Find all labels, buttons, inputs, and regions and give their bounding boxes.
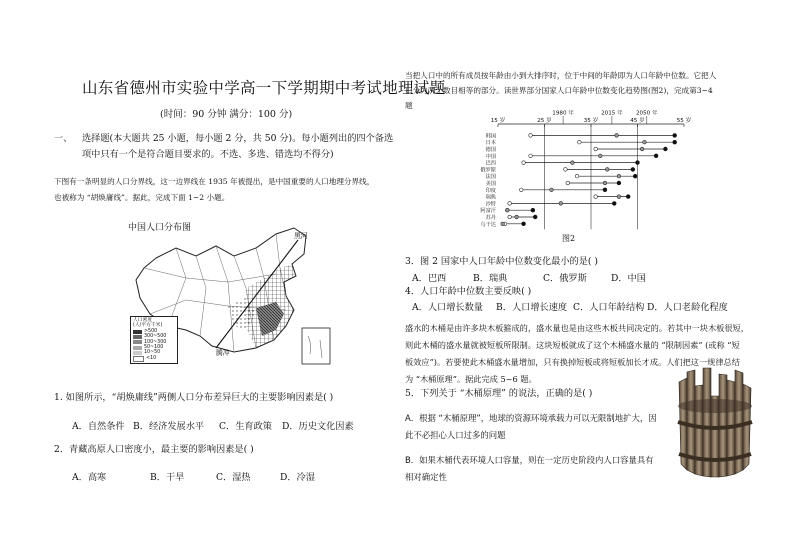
china-population-map bbox=[116, 218, 336, 368]
point-2015 bbox=[640, 147, 644, 151]
point-2015 bbox=[599, 154, 603, 158]
point-1980 bbox=[594, 195, 598, 199]
country-label: 瑞典 bbox=[485, 194, 496, 201]
legend-unit: (人/平方千米) bbox=[133, 323, 163, 329]
q4-option-a[interactable]: A．人口增长数量 bbox=[412, 302, 483, 313]
map-legend bbox=[130, 316, 178, 364]
map-label-heihe: 黑河 bbox=[294, 232, 308, 240]
x-tick-label: 45 岁 bbox=[630, 118, 645, 124]
point-1980 bbox=[508, 202, 512, 206]
point-1980 bbox=[578, 140, 582, 144]
q3-option-b[interactable]: B．瑞典 bbox=[473, 273, 508, 284]
country-label: 巴西 bbox=[485, 160, 496, 167]
q2-option-c[interactable]: C．湿热 bbox=[216, 472, 251, 483]
point-2015 bbox=[515, 215, 519, 219]
question-4: 4．人口年龄中位数主要反映( ) bbox=[405, 286, 532, 297]
section-instruction-line1: 选择题(本大题共 25 小题，每小题 2 分，共 50 分)。每小题列出的四个备选 bbox=[82, 133, 394, 144]
point-2050 bbox=[636, 161, 640, 165]
barrel-para-line3: 板效应”)。若要使此木桶盛水量增加，只有换掉短板或将短板加长才成。人们把这一规律总结 bbox=[405, 357, 740, 367]
point-2015 bbox=[506, 208, 510, 212]
country-label: 韩国 bbox=[485, 133, 496, 140]
point-2015 bbox=[617, 174, 621, 178]
point-2015 bbox=[559, 202, 563, 206]
point-2015 bbox=[501, 222, 505, 226]
point-2050 bbox=[654, 154, 658, 158]
point-2050 bbox=[603, 188, 607, 192]
figure-caption: 图2 bbox=[562, 234, 576, 243]
point-1980 bbox=[575, 174, 579, 178]
country-label: 乌干达 bbox=[480, 221, 496, 228]
q5-option-a-line1[interactable]: A．根据 “木桶原理”，地球的资源环境承载力可以无限制地扩大，因 bbox=[405, 413, 657, 423]
q5-option-a-line2[interactable]: 此不必担心人口过多的问题 bbox=[405, 430, 506, 440]
point-1980 bbox=[522, 161, 526, 165]
legend-item: 10~50 bbox=[133, 350, 175, 355]
q1-option-c[interactable]: C．生育政策 bbox=[219, 421, 272, 432]
question-3: 3．图 2 国家中人口年龄中位数变化最小的是( ) bbox=[405, 256, 598, 267]
point-2015 bbox=[615, 134, 619, 138]
map-label-tengchong: 腾冲 bbox=[216, 349, 230, 357]
q1-option-d[interactable]: D．历史文化因素 bbox=[282, 421, 354, 432]
barrel-para-line2: 则此木桶的盛水量就被短板所限制。这块短板就成了这个木桶盛水量的 “限制因素” (或称 “短 bbox=[405, 340, 740, 350]
point-1980 bbox=[529, 154, 533, 158]
age-median-chart bbox=[470, 110, 700, 232]
q4-option-b[interactable]: B．人口增长速度 bbox=[496, 302, 568, 313]
country-label: 苏丹 bbox=[485, 215, 496, 221]
point-2015 bbox=[643, 140, 647, 144]
q2-option-a[interactable]: A．高寒 bbox=[72, 472, 107, 483]
legend-item: >500 bbox=[133, 329, 175, 334]
barrel-para-line4: 为 “木桶原理”。据此完成 5~6 题。 bbox=[405, 374, 537, 384]
section-number: 一、 bbox=[54, 133, 73, 144]
country-label: 美国 bbox=[485, 181, 496, 187]
point-2015 bbox=[571, 161, 575, 165]
q5-option-b-line2[interactable]: 相对确定性 bbox=[405, 472, 447, 482]
point-2050 bbox=[631, 168, 635, 172]
point-2050 bbox=[673, 140, 677, 144]
point-2050 bbox=[533, 215, 537, 219]
intro-right-line2: 口分为两个数目相等的部分。读世界部分国家人口年龄中位数变化趋势图(图2)，完成第3~4 bbox=[405, 86, 713, 95]
point-2015 bbox=[605, 168, 609, 172]
point-1980 bbox=[529, 134, 533, 138]
q3-option-d[interactable]: D．中国 bbox=[611, 273, 646, 284]
legend-item: 50~100 bbox=[133, 345, 175, 350]
q3-option-a[interactable]: A．巴西 bbox=[412, 273, 447, 284]
country-label: 中国 bbox=[485, 153, 496, 160]
point-2050 bbox=[522, 222, 526, 226]
section-instruction-line2: 项中只有一个是符合题目要求的。不选、多选、错选均不得分) bbox=[82, 149, 334, 160]
year-label: 2050 年 bbox=[635, 110, 658, 117]
x-tick-label: 15 岁 bbox=[490, 118, 506, 124]
q1-option-b[interactable]: B．经济发展水平 bbox=[133, 421, 205, 432]
year-label: 1980 年 bbox=[552, 110, 574, 117]
point-1980 bbox=[564, 168, 568, 172]
barrel-para-line1: 盛水的木桶是由许多块木板箍成的，盛水量也是由这些木板共同决定的。若其中一块木板很短， bbox=[405, 323, 749, 333]
point-2015 bbox=[617, 195, 621, 199]
map-title: 中国人口分布图 bbox=[128, 223, 192, 233]
q1-option-a[interactable]: A．自然条件 bbox=[72, 421, 125, 432]
q3-option-c[interactable]: C．俄罗斯 bbox=[543, 273, 587, 284]
point-2050 bbox=[673, 134, 677, 138]
x-tick-label: 35 岁 bbox=[583, 118, 599, 124]
year-label: 2015 年 bbox=[601, 110, 623, 117]
q2-option-b[interactable]: B．干旱 bbox=[150, 472, 185, 483]
point-2015 bbox=[603, 181, 607, 185]
x-tick-label: 55 岁 bbox=[676, 118, 692, 124]
point-2050 bbox=[664, 147, 668, 151]
point-1980 bbox=[594, 147, 598, 151]
point-2050 bbox=[531, 208, 535, 212]
intro-right-line1: 当把人口中的所有成员按年龄由小到大排序时，位于中间的年龄即为人口年龄中位数。它把人 bbox=[405, 71, 717, 80]
q4-option-c[interactable]: C．人口年龄结构 bbox=[573, 302, 645, 313]
point-2015 bbox=[550, 188, 554, 192]
question-1: 1. 如图所示，“胡焕庸线”两侧人口分布差异巨大的主要影响因素是( ) bbox=[54, 392, 334, 403]
wooden-barrel-illustration bbox=[673, 366, 755, 478]
legend-item: <10 bbox=[133, 356, 175, 362]
q4-option-d[interactable]: D．人口老龄化程度 bbox=[647, 302, 728, 313]
intro-line2: 也被称为 “胡焕庸线”。据此，完成下面 1~2 小题。 bbox=[54, 193, 230, 202]
q5-option-b-line1[interactable]: B．如果木桶代表环境人口容量，则在一定历史阶段内人口容量具有 bbox=[405, 455, 654, 465]
intro-right-line3: 题 bbox=[405, 101, 413, 110]
point-1980 bbox=[519, 188, 523, 192]
question-2: 2．青藏高原人口密度小，最主要的影响因素是( ) bbox=[54, 444, 254, 455]
legend-title: 人口密度 bbox=[133, 318, 153, 323]
q2-option-d[interactable]: D．冷湿 bbox=[280, 472, 315, 483]
x-tick-label: 25 岁 bbox=[537, 118, 552, 124]
country-label: 阿富汗 bbox=[480, 208, 496, 215]
point-1980 bbox=[566, 181, 570, 185]
point-2050 bbox=[626, 195, 630, 199]
point-2050 bbox=[612, 202, 616, 206]
intro-line1: 下图有一条明显的人口分界线，这一边界线在 1935 年被提出，是中国重要的人口地理分界线， bbox=[54, 177, 375, 186]
country-label: 印度 bbox=[485, 187, 496, 194]
country-label: 俄罗斯 bbox=[480, 167, 496, 174]
question-5: 5．下列关于 “木桶原理” 的说法，正确的是( ) bbox=[405, 388, 593, 399]
legend-item: 100~300 bbox=[133, 340, 175, 345]
country-label: 沙特 bbox=[485, 201, 496, 208]
legend-item: 300~500 bbox=[133, 334, 175, 339]
exam-subtitle: (时间：90 分钟 满分：100 分) bbox=[160, 109, 293, 120]
country-label: 德国 bbox=[485, 147, 496, 153]
point-2050 bbox=[617, 181, 621, 185]
exam-title: 山东省德州市实验中学高一下学期期中考试地理试题 bbox=[82, 79, 446, 97]
country-label: 法国 bbox=[485, 174, 496, 181]
point-1980 bbox=[508, 215, 512, 219]
point-2050 bbox=[633, 174, 637, 178]
country-label: 日本 bbox=[485, 140, 496, 147]
